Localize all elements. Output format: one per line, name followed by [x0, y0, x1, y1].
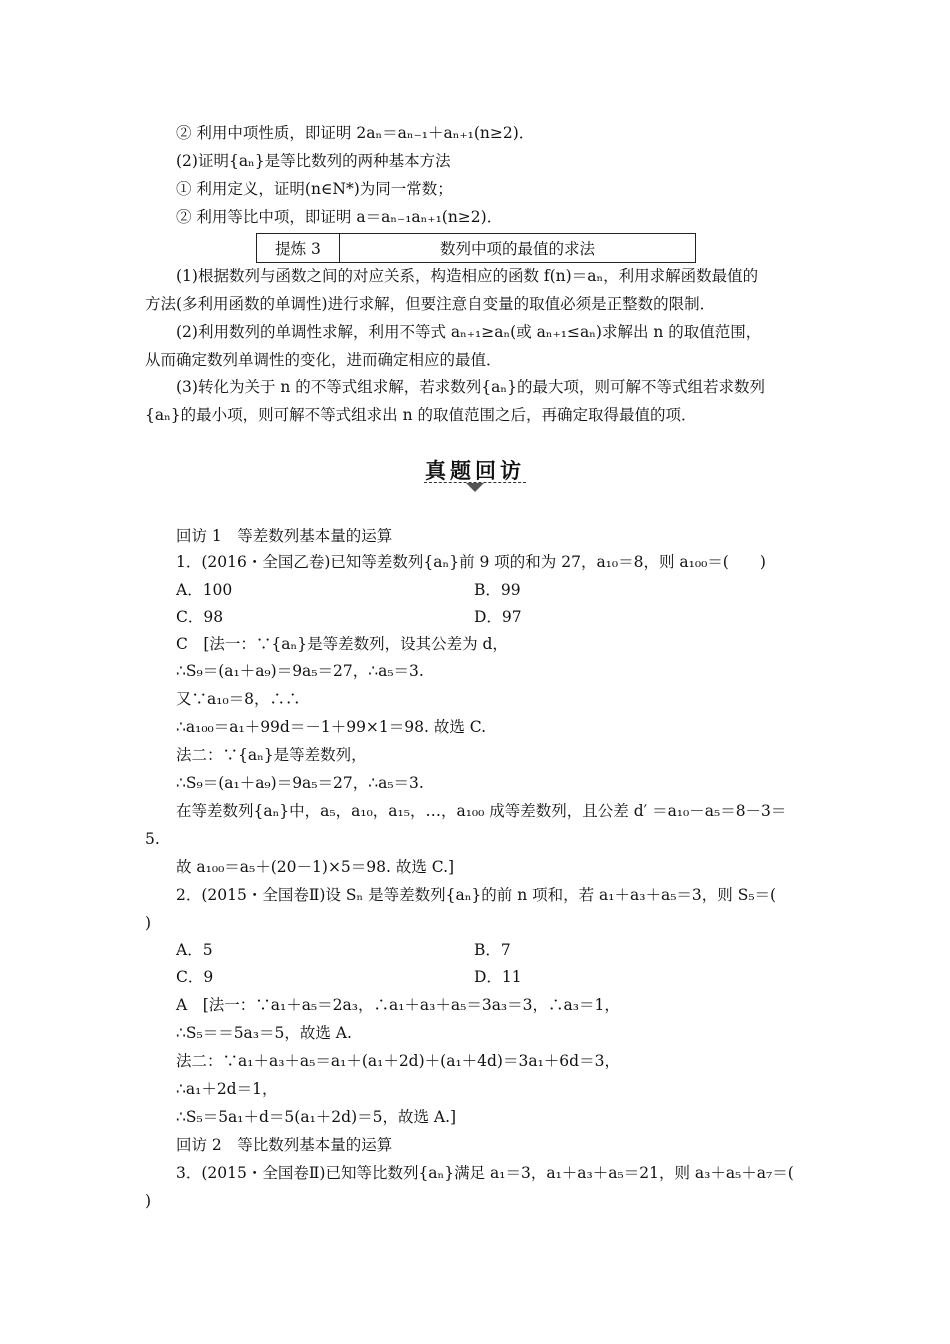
solution-line: ∴a₁₀₀＝a₁＋99d＝－1＋99×1＝98. 故选 C.	[176, 718, 487, 736]
box-title: 数列中项的最值的求法	[439, 240, 595, 258]
solution-line: ∴S₅＝＝5a₃＝5，故选 A.	[176, 1024, 352, 1042]
option-d: D．97	[474, 608, 522, 626]
question-stem: 2．(2015・全国卷Ⅱ)设 Sₙ 是等差数列{aₙ}的前 n 项和，若 a₁＋a₃＋a₅＝3，则 S₅＝(	[176, 886, 777, 904]
solution-line: A [法一：∵a₁＋a₅＝2a₃，∴a₁＋a₃＋a₅＝3a₃＝3，∴a₃＝1，	[176, 996, 620, 1014]
question-stem-cont: )	[145, 914, 152, 932]
solution-line: 5.	[145, 830, 160, 848]
text-line: {aₙ}的最小项，则可解不等式组求出 n 的取值范围之后，再确定取得最值的项．	[145, 406, 697, 424]
option-d: D．11	[474, 968, 522, 986]
question-stem-cont: )	[145, 1192, 152, 1210]
text-line: (3)转化为关于 n 的不等式组求解，若求数列{aₙ}的最大项，则可解不等式组若求数列	[176, 378, 765, 396]
option-b: B．99	[474, 581, 521, 599]
solution-line: ∴S₅＝5a₁＋d＝5(a₁＋2d)＝5，故选 A.]	[176, 1108, 457, 1126]
review-title: 回访 1 等差数列基本量的运算	[176, 527, 393, 545]
solution-line: ∴S₉＝(a₁＋a₉)＝9a₅＝27，∴a₅＝3.	[176, 662, 424, 680]
option-a: A．5	[176, 941, 213, 959]
solution-line: 法二：∵{aₙ}是等差数列，	[176, 746, 367, 764]
section-box	[256, 233, 696, 263]
solution-line: 法二：∵a₁＋a₃＋a₅＝a₁＋(a₁＋2d)＋(a₁＋4d)＝3a₁＋6d＝3，	[176, 1052, 620, 1070]
triangle-down-icon	[466, 483, 484, 492]
text-line: ② 利用中项性质，即证明 2aₙ＝aₙ₋₁＋aₙ₊₁(n≥2)．	[176, 124, 535, 142]
text-line: ② 利用等比中项，即证明 a＝aₙ₋₁aₙ₊₁(n≥2)．	[176, 208, 503, 226]
option-b: B．7	[474, 941, 511, 959]
solution-line: ∴S₉＝(a₁＋a₉)＝9a₅＝27，∴a₅＝3.	[176, 774, 424, 792]
question-stem: 3．(2015・全国卷Ⅱ)已知等比数列{aₙ}满足 a₁＝3，a₁＋a₃＋a₅＝21，则 a₃＋a₅＋a₇＝(	[176, 1164, 794, 1182]
review-title: 回访 2 等比数列基本量的运算	[176, 1136, 393, 1154]
text-line: (2)证明{aₙ}是等比数列的两种基本方法	[176, 152, 451, 170]
text-line: ① 利用定义，证明(n∈N*)为同一常数；	[176, 180, 453, 198]
section-heading: 真题回访	[425, 459, 525, 483]
option-c: C．9	[176, 968, 214, 986]
solution-line: 故 a₁₀₀＝a₅＋(20－1)×5＝98. 故选 C.]	[176, 858, 455, 876]
option-a: A．100	[176, 581, 233, 599]
question-stem: 1．(2016・全国乙卷)已知等差数列{aₙ}前 9 项的和为 27，a₁₀＝8，则 a₁₀₀＝( )	[176, 553, 766, 571]
text-line: 从而确定数列单调性的变化，进而确定相应的最值．	[145, 351, 502, 369]
box-label: 提炼 3	[257, 234, 340, 262]
option-c: C．98	[176, 608, 224, 626]
solution-line: 又∵a₁₀＝8，∴∴	[176, 690, 301, 708]
solution-line: C [法一：∵{aₙ}是等差数列，设其公差为 d，	[176, 635, 508, 653]
solution-line: ∴a₁＋2d＝1，	[176, 1080, 278, 1098]
text-line: (2)利用数列的单调性求解，利用不等式 aₙ₊₁≥aₙ(或 aₙ₊₁≤aₙ)求解出 n 的取值范围，	[176, 323, 762, 341]
solution-line: 在等差数列{aₙ}中，a₅，a₁₀，a₁₅，…，a₁₀₀ 成等差数列，且公差 d′ ＝a₁₀－a₅＝8－3＝	[176, 802, 787, 820]
text-line: 方法(多利用函数的单调性)进行求解，但要注意自变量的取值必须是正整数的限制．	[145, 295, 716, 313]
text-line: (1)根据数列与函数之间的对应关系，构造相应的函数 f(n)＝aₙ，利用求解函数最值的	[176, 267, 759, 285]
